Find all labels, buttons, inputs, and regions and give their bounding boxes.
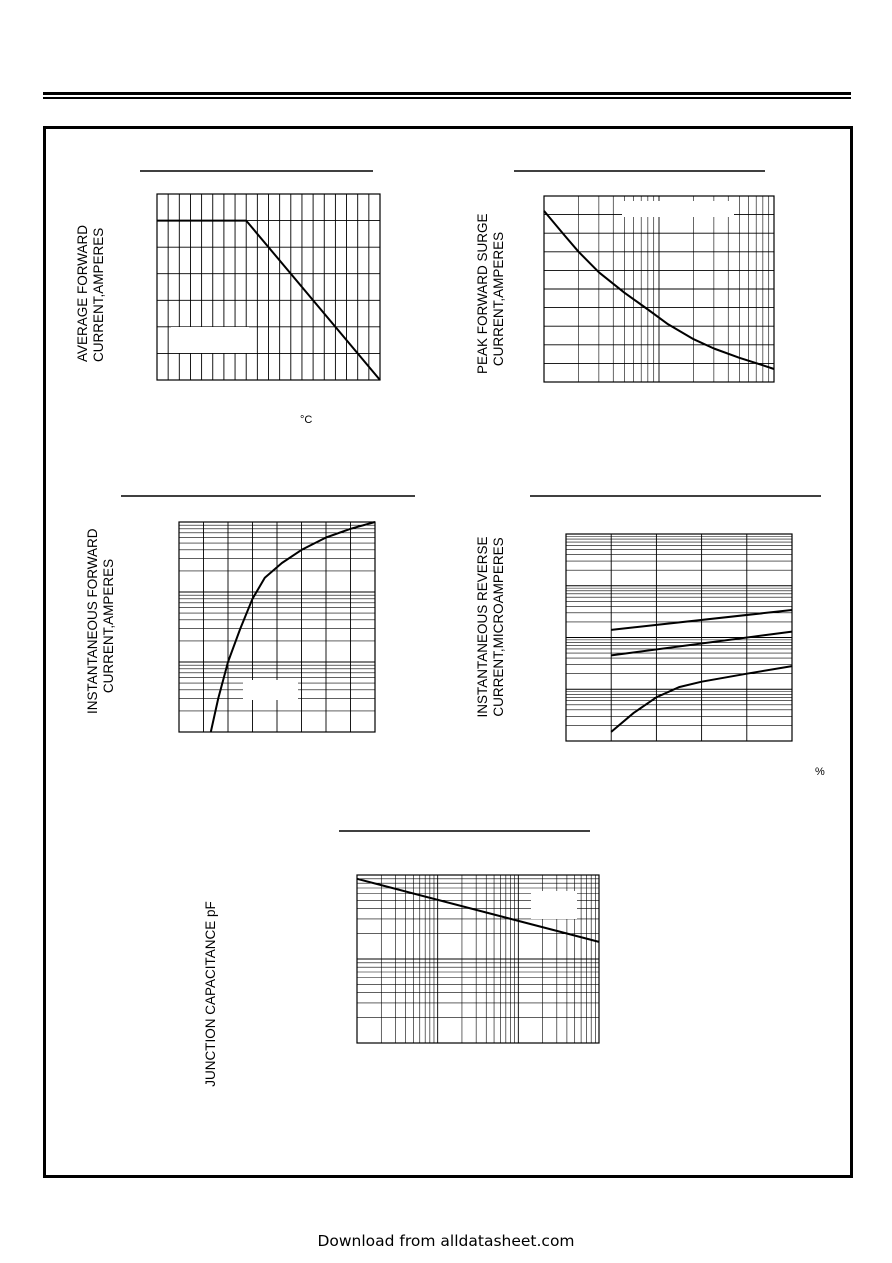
footer-download-link[interactable]: Download from alldatasheet.com bbox=[317, 1232, 575, 1250]
chart-forward-ylabel: INSTANTANEOUS FORWARD CURRENT,AMPERES bbox=[85, 528, 116, 714]
capacitance-legend-box bbox=[531, 891, 577, 919]
chart-derating-unit: °C bbox=[300, 414, 313, 426]
chart-reverse-ylabel: INSTANTANEOUS REVERSE CURRENT,MICROAMPERES bbox=[475, 536, 506, 718]
chart-derating-ylabel: AVERAGE FORWARD CURRENT,AMPERES bbox=[75, 224, 106, 362]
chart-surge-ylabel: PEAK FORWARD SURGE CURRENT,AMPERES bbox=[475, 213, 506, 374]
chart-reverse-unit: % bbox=[815, 766, 825, 778]
chart-capacitance-ylabel: JUNCTION CAPACITANCE pF bbox=[203, 901, 218, 1087]
